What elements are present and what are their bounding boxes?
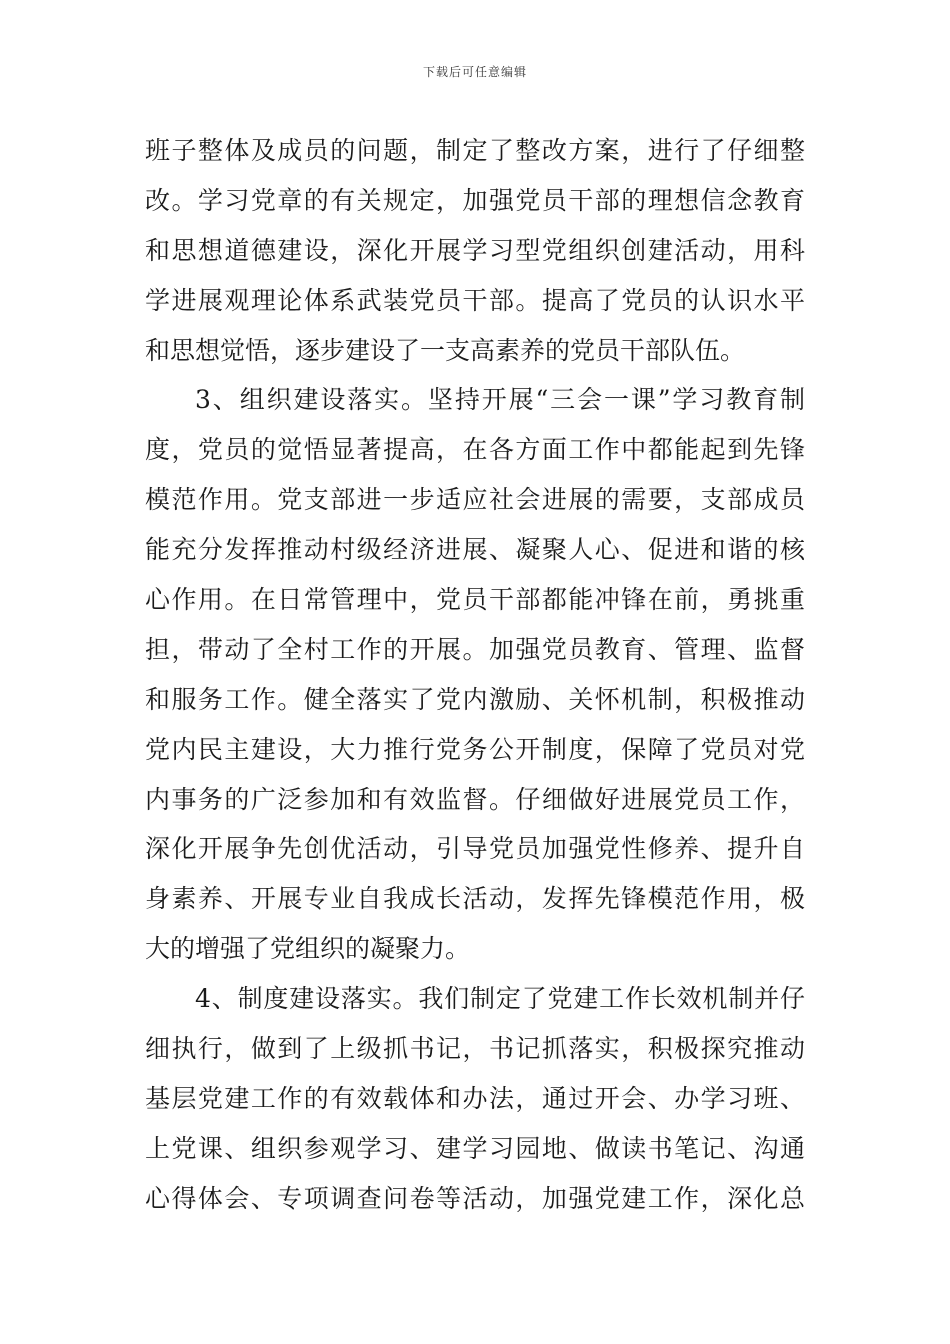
text-line: 度，党员的觉悟显著提高，在各方面工作中都能起到先锋 — [145, 435, 805, 465]
text-line: 心得体会、专项调查问卷等活动，加强党建工作，深化总 — [145, 1183, 805, 1213]
text-line: 身素养、开展专业自我成长活动，发挥先锋模范作用，极 — [145, 884, 805, 914]
text-line: 和服务工作。健全落实了党内激励、关怀机制，积极推动 — [145, 684, 805, 714]
text-line: 上党课、组织参观学习、建学习园地、做读书笔记、沟通 — [145, 1133, 805, 1163]
page-header: 下载后可任意编辑 — [422, 65, 527, 79]
paragraph-3-first-line: 3、组织建设落实。坚持开展“三会一课”学习教育制 — [195, 385, 805, 415]
text-line: 心作用。在日常管理中，党员干部都能冲锋在前，勇挑重 — [145, 585, 805, 615]
text-line: 学进展观理论体系武装党员干部。提高了党员的认识水平 — [145, 285, 805, 315]
text-line: 细执行，做到了上级抓书记，书记抓落实，积极探究推动 — [145, 1034, 805, 1064]
text-line: 和思想觉悟，逐步建设了一支高素养的党员干部队伍。 — [145, 335, 746, 365]
text-line: 班子整体及成员的问题，制定了整改方案，进行了仔细整 — [145, 136, 805, 165]
text-line: 能充分发挥推动村级经济进展、凝聚人心、促进和谐的核 — [145, 535, 805, 565]
text-line: 深化开展争先创优活动，引导党员加强党性修养、提升自 — [145, 834, 805, 864]
text-line: 基层党建工作的有效载体和办法，通过开会、办学习班、 — [145, 1083, 805, 1113]
text-line: 党内民主建设，大力推行党务公开制度，保障了党员对党 — [145, 734, 805, 764]
text-line: 模范作用。党支部进一步适应社会进展的需要，支部成员 — [145, 485, 805, 515]
text-line: 和思想道德建设，深化开展学习型党组织创建活动，用科 — [145, 235, 805, 265]
text-line: 内事务的广泛参加和有效监督。仔细做好进展党员工作， — [145, 784, 805, 814]
text-line: 大的增强了党组织的凝聚力。 — [145, 934, 471, 964]
text-line: 担，带动了全村工作的开展。加强党员教育、管理、监督 — [145, 634, 805, 664]
text-line: 改。学习党章的有关规定，加强党员干部的理想信念教育 — [145, 185, 805, 215]
document-body — [145, 126, 805, 1224]
paragraph-4-first-line: 4、制度建设落实。我们制定了党建工作长效机制并仔 — [195, 984, 805, 1014]
